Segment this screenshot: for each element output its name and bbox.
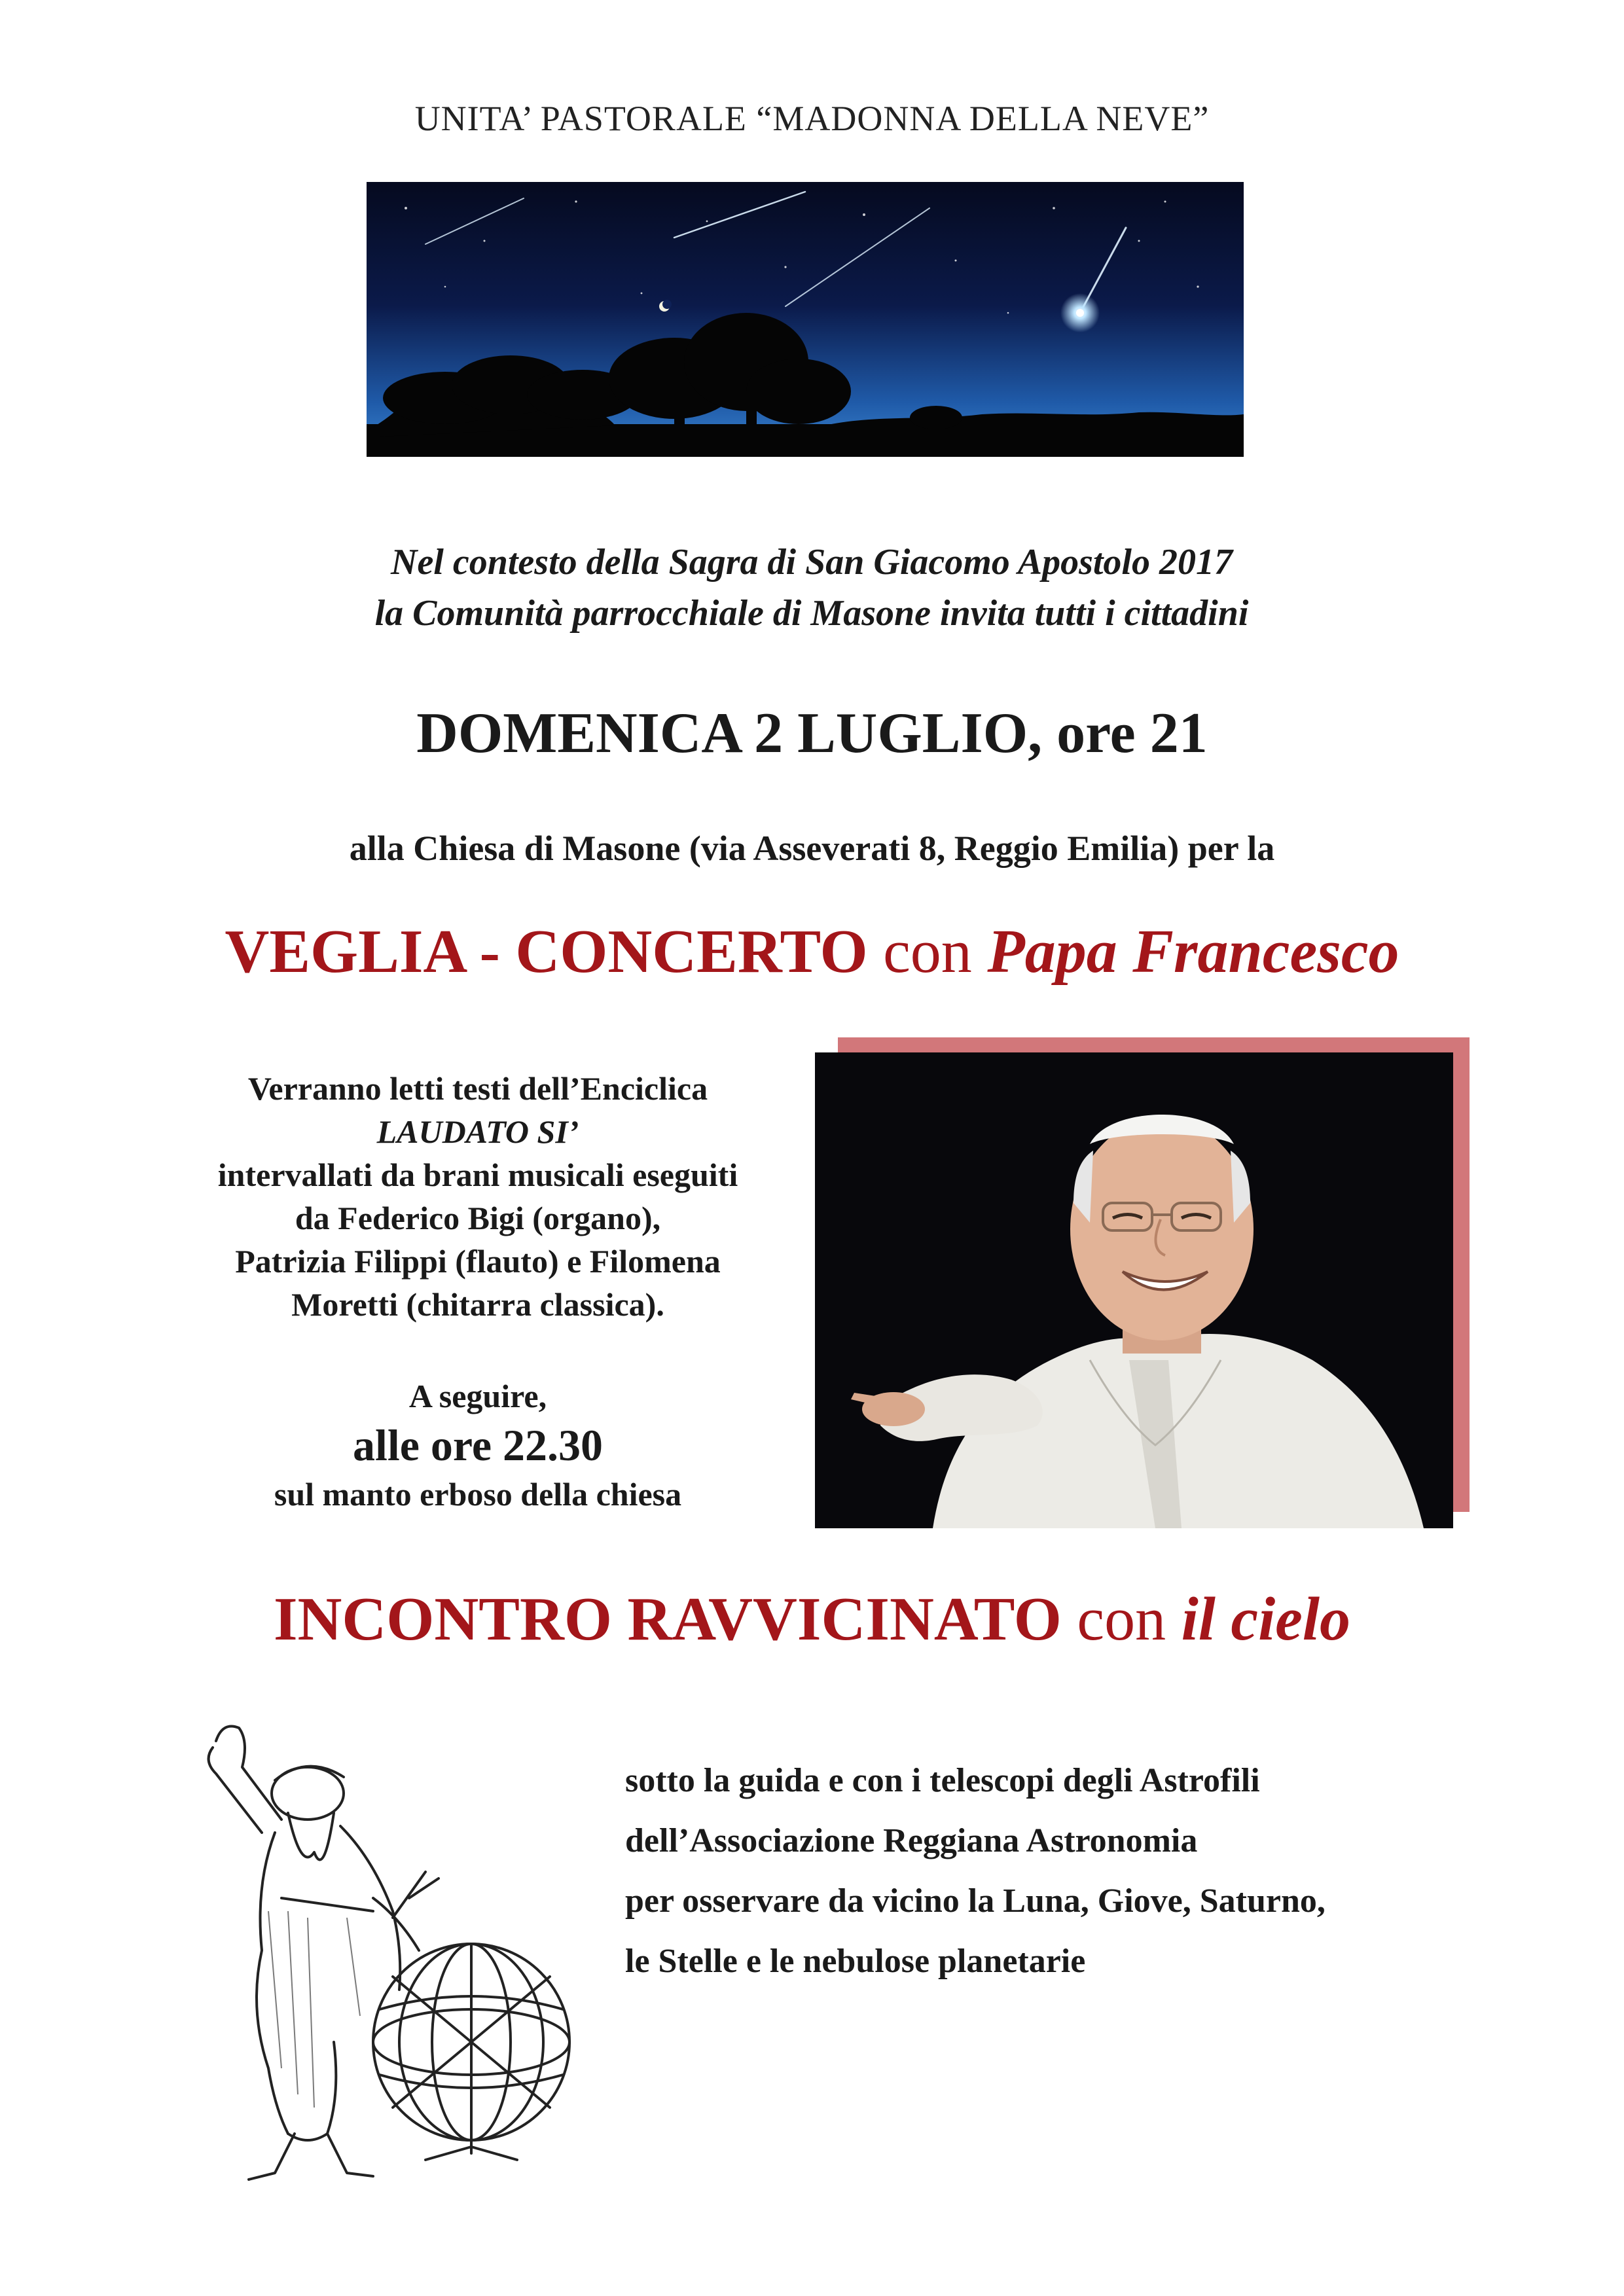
guide-line: per osservare da vicino la Luna, Giove, Saturno,: [625, 1882, 1326, 1920]
readings-line: Verranno letti testi dell’Enciclica: [247, 1070, 708, 1107]
intro-line: Nel contesto della Sagra di San Giacomo Apostolo 2017: [391, 542, 1233, 583]
veglia-title-con: con: [867, 918, 988, 986]
astronomer-globe-illustration: [177, 1702, 583, 2186]
veglia-title: [0, 916, 1624, 987]
incontro-title-con: con: [1061, 1585, 1182, 1653]
after-text: [151, 1374, 805, 1516]
readings-line: Patrizia Filippi (flauto) e Filomena: [235, 1243, 721, 1280]
guide-text: [625, 1751, 1509, 1992]
after-time: alle ore 22.30: [352, 1420, 604, 1470]
after-line: A seguire,: [408, 1378, 547, 1414]
intro-line: la Comunità parrocchiale di Masone invita tutti i cittadini: [374, 593, 1249, 634]
veglia-title-main: VEGLIA - CONCERTO: [225, 918, 868, 986]
page-header-title: UNITA’ PASTORALE “MADONNA DELLA NEVE”: [414, 99, 1210, 138]
night-sky-banner-image: [367, 182, 1244, 457]
intro-text: [196, 537, 1427, 639]
incontro-title: [0, 1584, 1624, 1655]
after-line: sul manto erboso della chiesa: [274, 1476, 682, 1513]
incontro-title-cielo: il cielo: [1181, 1585, 1351, 1653]
event-venue: alla Chiesa di Masone (via Asseverati 8, Reggio Emilia) per la: [349, 829, 1275, 868]
incontro-title-main: INCONTRO RAVVICINATO: [273, 1585, 1062, 1653]
veglia-title-papa: Papa Francesco: [987, 918, 1399, 986]
readings-line: Moretti (chitarra classica).: [291, 1286, 664, 1323]
guide-line: sotto la guida e con i telescopi degli Astrofili: [625, 1762, 1260, 1799]
pope-portrait-image: [815, 1052, 1453, 1528]
readings-line: da Federico Bigi (organo),: [295, 1200, 661, 1236]
guide-line: dell’Associazione Reggiana Astronomia: [625, 1822, 1198, 1859]
event-date-time: DOMENICA 2 LUGLIO, ore 21: [416, 702, 1208, 765]
readings-line: intervallati da brani musicali eseguiti: [217, 1157, 738, 1193]
readings-encyclical-title: LAUDATO SI’: [376, 1113, 579, 1150]
readings-text: [151, 1067, 805, 1326]
guide-line: le Stelle e le nebulose planetarie: [625, 1943, 1086, 1980]
